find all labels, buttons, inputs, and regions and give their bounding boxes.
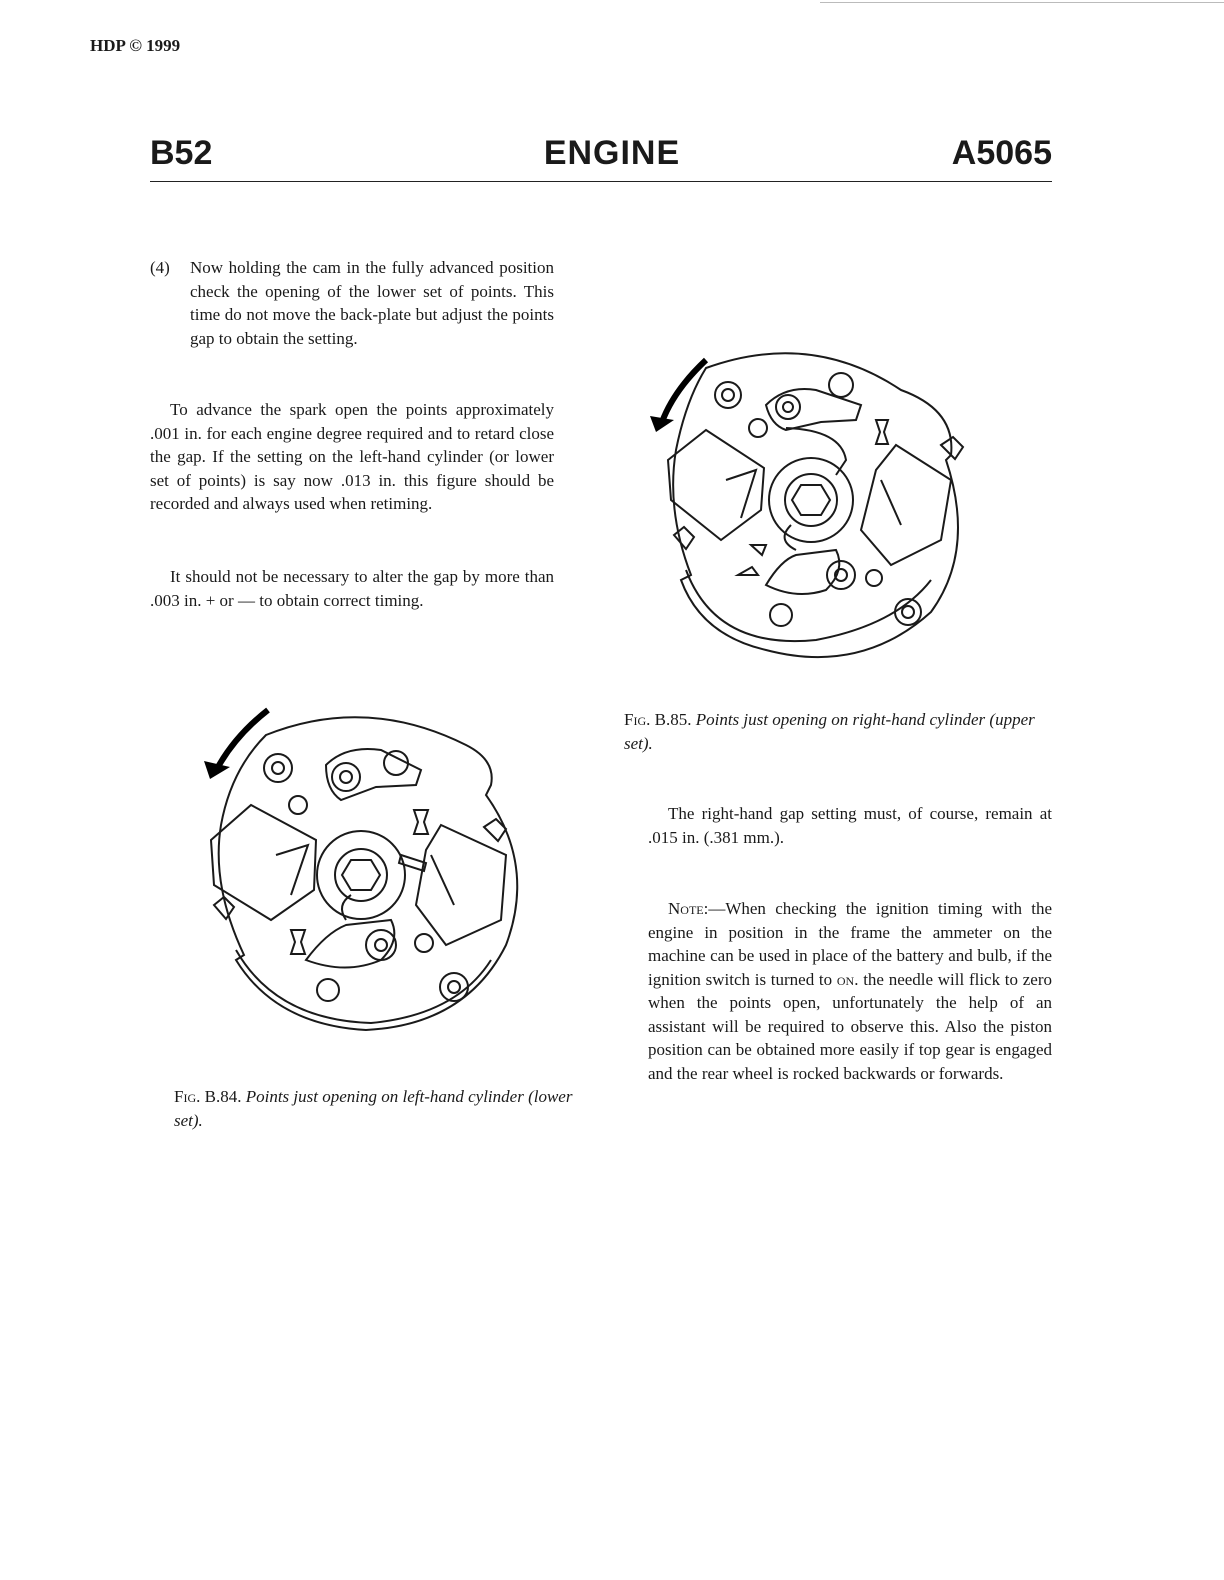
note-text: —When checking the ignition timing with the engine in position in the frame the ammeter on the machine can be used in place of the battery and bulb, if the ignition switch is turned to [648,899,1052,989]
note-label: Note: [668,899,709,918]
right-hand-gap-paragraph: The right-hand gap setting must, of course, remain at .015 in. (.381 mm.). [648,804,1052,847]
note-paragraph [648,897,1052,1085]
figure-b85-caption [624,708,1054,755]
gap-paragraph: It should not be necessary to alter the gap by more than .003 in. + or — to obtain correct timing. [150,567,554,610]
figure-b84-label: Fig. B.84. [174,1087,242,1106]
figure-b84-illustration [196,705,536,1045]
page-number: B52 [150,134,213,172]
contact-breaker-lower-diagram [196,705,536,1045]
copyright-notice: HDP © 1999 [90,36,181,55]
figure-b85-label: Fig. B.85. [624,710,692,729]
figure-b85-text: Points just opening on right-hand cylinder (upper set). [624,710,1035,753]
figure-b84-caption [174,1085,584,1132]
part-number: A5065 [951,134,1052,172]
figure-b84-text: Points just opening on left-hand cylinder (lower set). [174,1087,573,1130]
header-rule [150,181,1052,182]
section-title: ENGINE [543,134,681,172]
note-text-continued: . the needle will flick to zero when the points open, unfortunately the help of an assistant will be required to observe this. Also the piston position can be obtained more easily if top gear is engaged and the rear wheel is rocked backwards or forwards. [648,969,1053,1083]
step-number: (4) [150,258,170,277]
advance-paragraph: To advance the spark open the points approximately .001 in. for each engine degree required and to retard close the gap. If the setting on the left-hand cylinder (or lower set of points) is say now .013 in. this figure should be recorded and always used when retiming. [150,400,554,513]
note-on-switch: on [836,969,855,989]
figure-b85-illustration [646,350,976,670]
contact-breaker-upper-diagram [646,350,976,670]
step-text: Now holding the cam in the fully advanced position check the opening of the lower set of points. This time do not move the back-plate but adjust the points gap to obtain the setting. [190,258,554,348]
step-4 [150,256,554,350]
top-edge-rule [820,2,1224,3]
